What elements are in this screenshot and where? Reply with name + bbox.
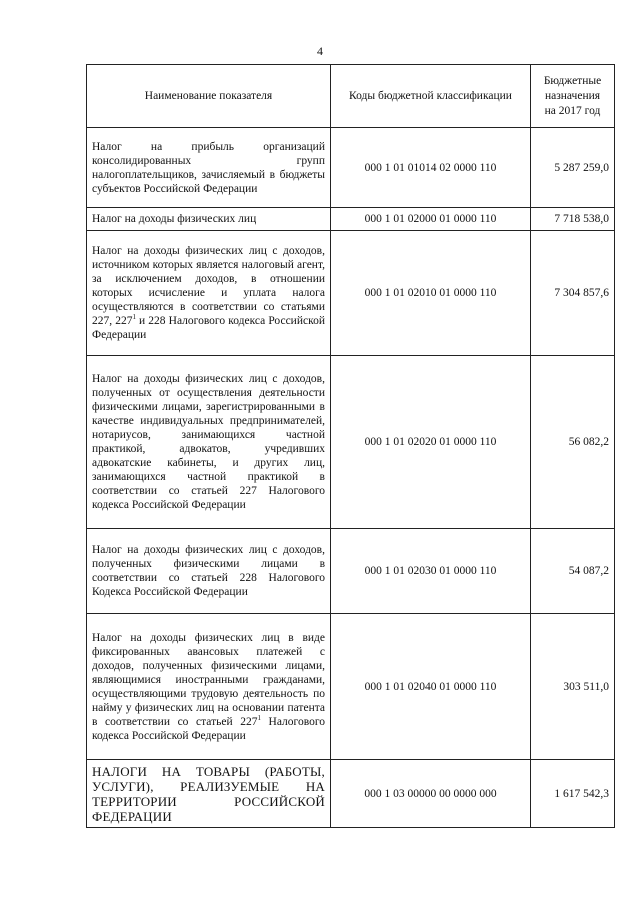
- row-code: 000 1 01 02010 01 0000 110: [331, 231, 531, 356]
- row-name: Налог на прибыль организаций консолидированных групп налогоплательщиков, зачисляемый в бюджеты субъектов Российской Федерации: [87, 128, 331, 208]
- table-row: [87, 128, 615, 208]
- row-code: 000 1 01 02030 01 0000 110: [331, 529, 531, 614]
- row-amount: 7 718 538,0: [531, 208, 615, 231]
- table-row: [87, 356, 615, 529]
- row-amount: 56 082,2: [531, 356, 615, 529]
- row-name-superscript: 1: [257, 713, 261, 722]
- table-row: [87, 529, 615, 614]
- table-row: [87, 614, 615, 760]
- row-code: 000 1 01 02000 01 0000 110: [331, 208, 531, 231]
- row-name: Налог на доходы физических лиц: [87, 208, 331, 231]
- table-row: [87, 208, 615, 231]
- row-code: 000 1 01 02020 01 0000 110: [331, 356, 531, 529]
- row-amount: 303 511,0: [531, 614, 615, 760]
- row-name: [87, 614, 331, 760]
- row-name-superscript: 1: [132, 313, 136, 322]
- row-name-text: Налог на доходы физических лиц в виде фиксированных авансовых платежей с доходов, полученных физическими лицами, являющимися иностранными гражданами, осуществляющими трудовую деятельность по найму у физических лиц на основании патента в соответствии со статьей 227: [92, 631, 325, 728]
- header-budget-line2: назначения: [544, 89, 601, 102]
- row-name: НАЛОГИ НА ТОВАРЫ (РАБОТЫ, УСЛУГИ), РЕАЛИЗУЕМЫЕ НА ТЕРРИТОРИИ РОССИЙСКОЙ ФЕДЕРАЦИИ: [87, 760, 331, 828]
- row-amount: 7 304 857,6: [531, 231, 615, 356]
- row-amount: 54 087,2: [531, 529, 615, 614]
- row-name-text-cont: и 228 Налогового кодекса Российской Федерации: [92, 315, 325, 341]
- row-name: Налог на доходы физических лиц с доходов, полученных от осуществления деятельности физическими лицами, зарегистрированными в качестве индивидуальных предпринимателей, нотариусов, занимающихся частной практикой, адвокатов, учредивших адвокатские кабинеты, и других лиц, занимающихся частной практикой в соответствии со статьей 227 Налогового кодекса Российской Федерации: [87, 356, 331, 529]
- header-budget: [531, 65, 615, 128]
- row-name-text: Налог на доходы физических лиц с доходов, источником которых является налоговый агент, за исключением доходов, в отношении которых исчисление и уплата налога осуществляются в соответствии со статьями 227, 227: [92, 245, 325, 327]
- header-budget-line3: на 2017 год: [544, 104, 601, 117]
- row-code: 000 1 03 00000 00 0000 000: [331, 760, 531, 828]
- row-name-text-cont: Налогового кодекса Российской Федерации: [92, 715, 325, 742]
- table-row: [87, 760, 615, 828]
- header-code: Коды бюджетной классификации: [331, 65, 531, 128]
- page-number: 4: [317, 44, 323, 58]
- header-budget-line1: Бюджетные: [543, 74, 602, 87]
- row-code: 000 1 01 02040 01 0000 110: [331, 614, 531, 760]
- row-amount: 1 617 542,3: [531, 760, 615, 828]
- table-row: [87, 231, 615, 356]
- table-header-row: [87, 65, 615, 128]
- row-name: [87, 231, 331, 356]
- budget-table: [86, 64, 615, 828]
- header-name: Наименование показателя: [87, 65, 331, 128]
- row-name: Налог на доходы физических лиц с доходов, полученных физическими лицами в соответствии со статьей 228 Налогового Кодекса Российской Федерации: [87, 529, 331, 614]
- row-code: 000 1 01 01014 02 0000 110: [331, 128, 531, 208]
- row-amount: 5 287 259,0: [531, 128, 615, 208]
